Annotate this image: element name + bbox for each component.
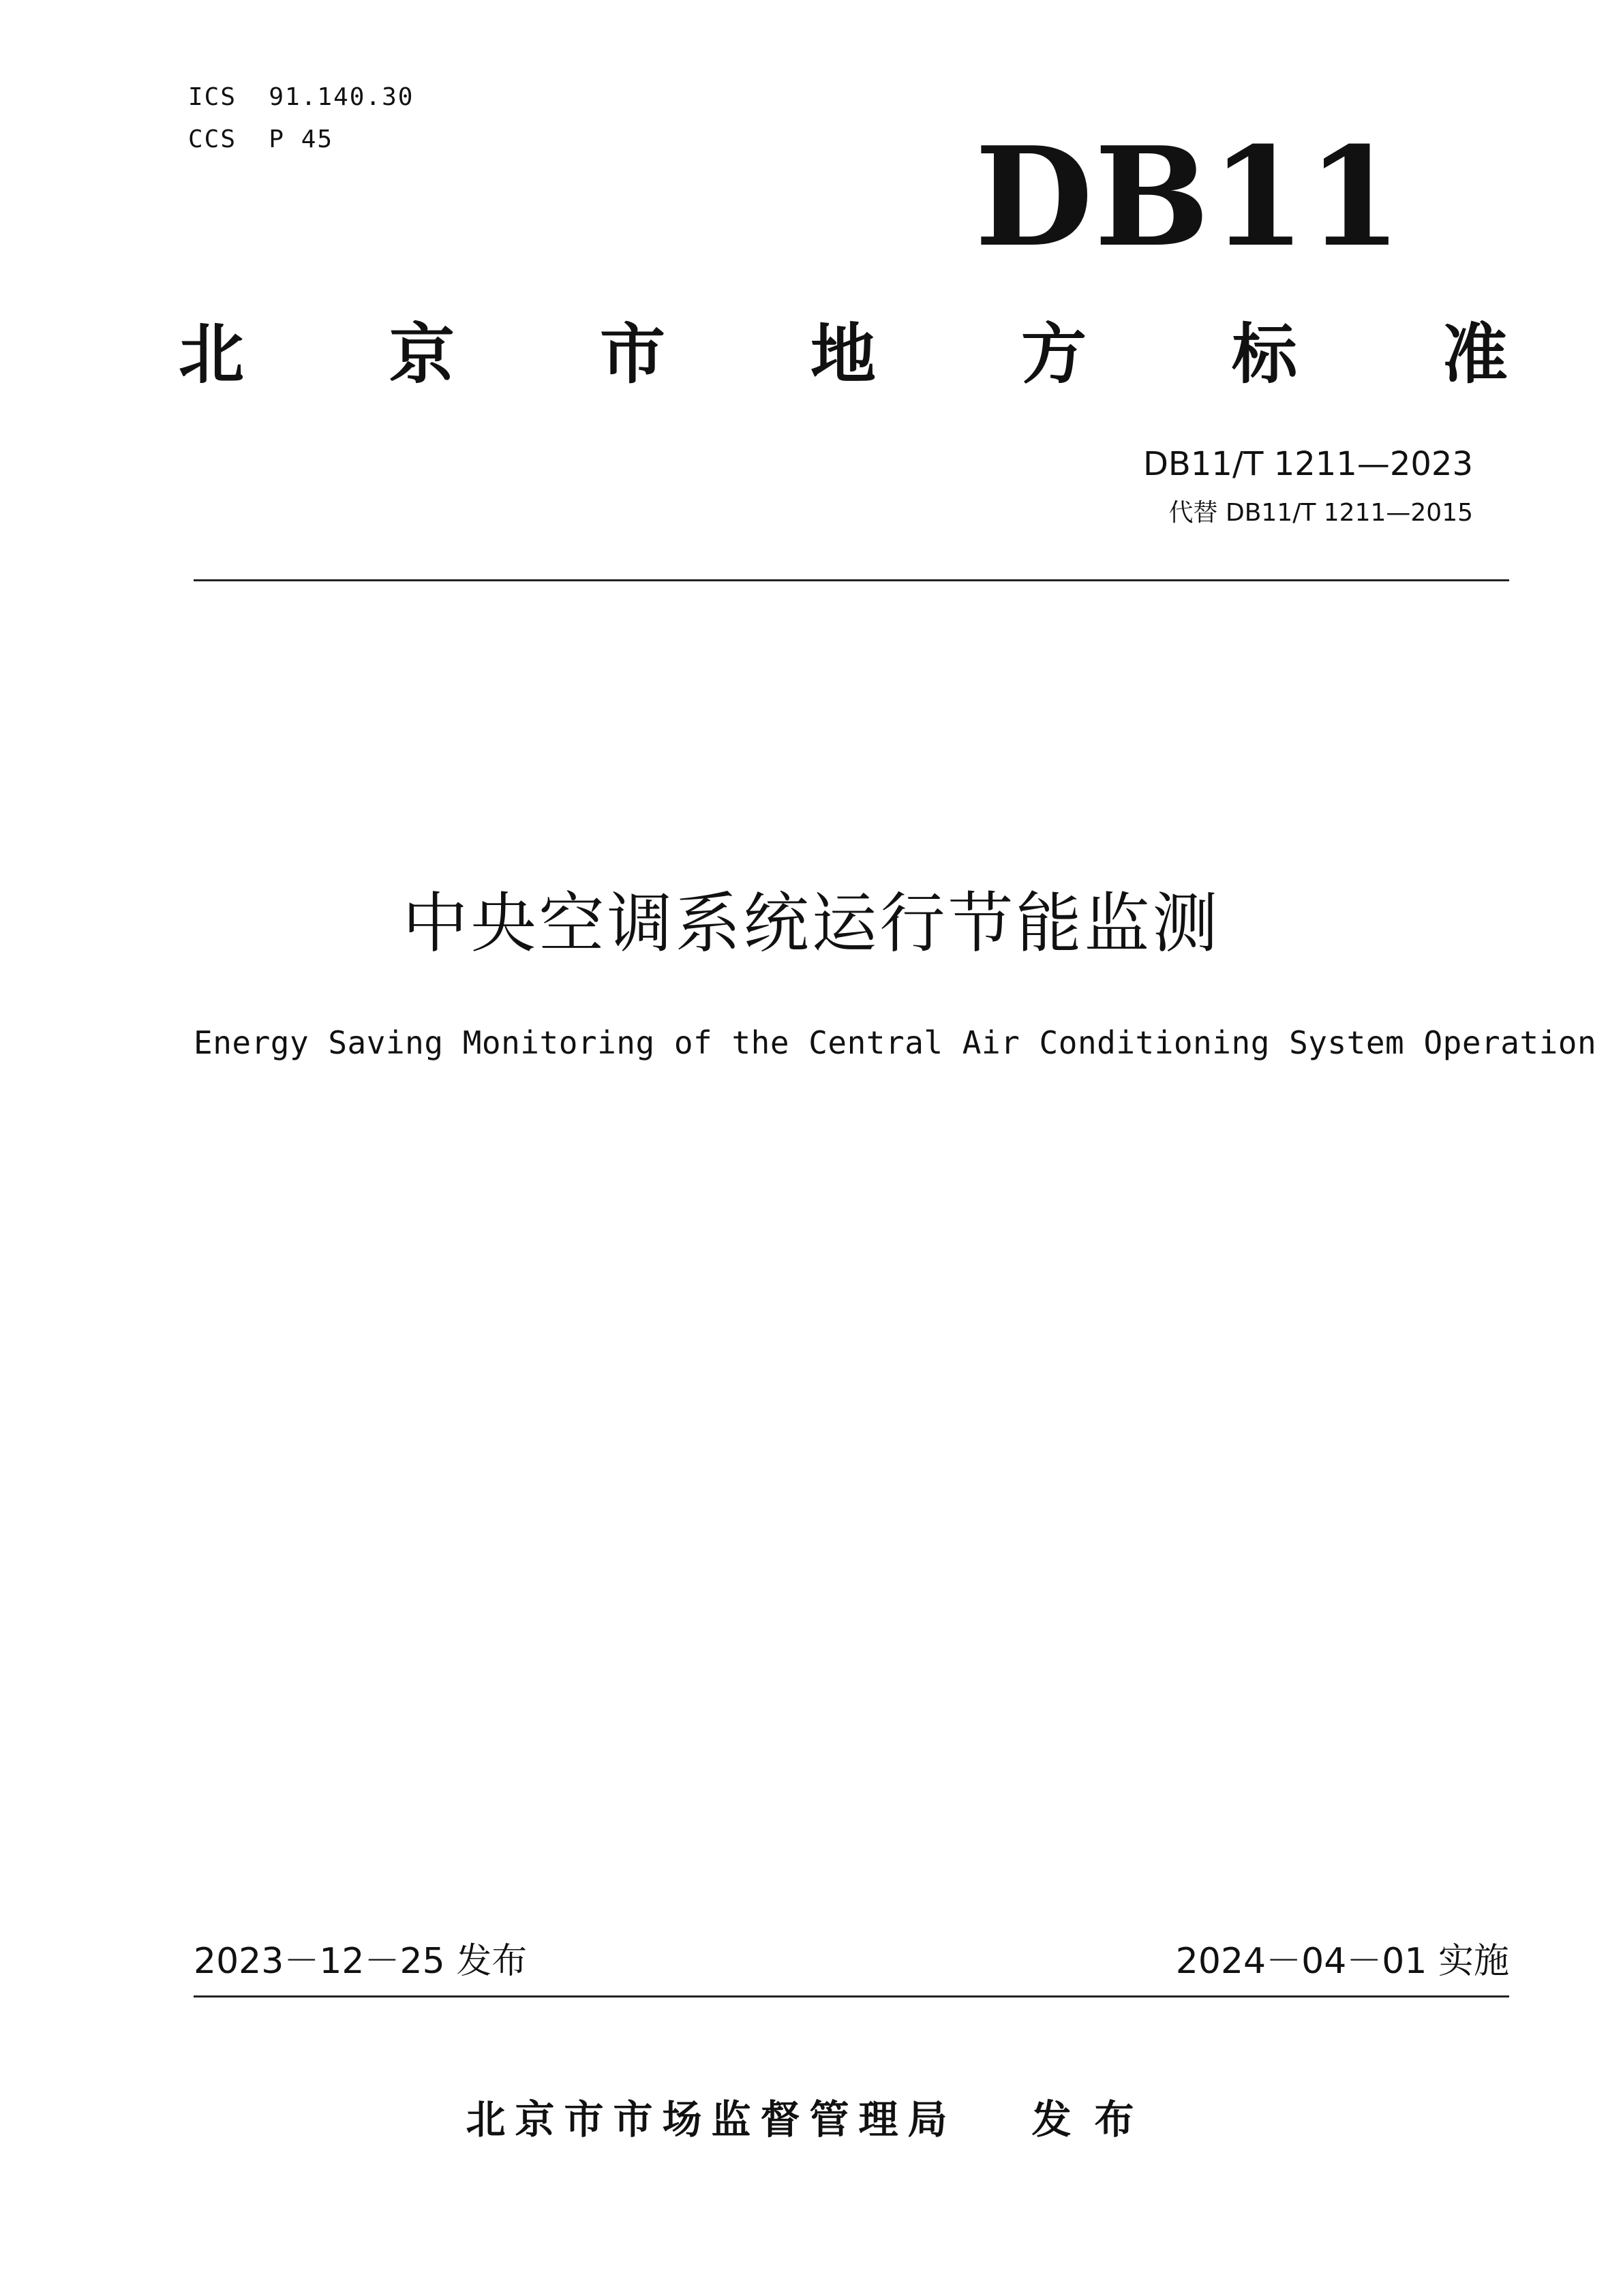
db11-logo: DB11 bbox=[975, 117, 1404, 277]
publisher-action: 发布 bbox=[1031, 2096, 1157, 2143]
standard-number: DB11/T 1211—2023 bbox=[1142, 445, 1473, 483]
document-title-english: Energy Saving Monitoring of the Central Air Conditioning System Operation bbox=[194, 1024, 1597, 1061]
standard-type-char: 方 bbox=[1021, 316, 1087, 393]
classification-codes bbox=[188, 76, 414, 161]
bottom-divider bbox=[194, 1995, 1509, 1997]
standard-type-char: 标 bbox=[1232, 316, 1297, 393]
replaced-standard: 代替 DB11/T 1211—2015 bbox=[1168, 499, 1473, 527]
publisher-line bbox=[0, 2092, 1623, 2147]
standard-type-heading bbox=[179, 310, 1508, 399]
ics-code: ICS 91.140.30 bbox=[188, 83, 414, 111]
standard-type-char: 地 bbox=[810, 316, 876, 393]
publisher-name: 北京市市场监督管理局 bbox=[466, 2096, 957, 2143]
standard-type-char: 准 bbox=[1442, 316, 1508, 393]
top-divider bbox=[194, 579, 1509, 581]
effective-date: 2024－04－01 实施 bbox=[1175, 1941, 1509, 1982]
issue-date: 2023－12－25 发布 bbox=[194, 1941, 528, 1982]
standard-type-char: 京 bbox=[389, 316, 455, 393]
standard-type-char: 北 bbox=[179, 316, 244, 393]
standard-type-char: 市 bbox=[600, 316, 665, 393]
ccs-code: CCS P 45 bbox=[188, 125, 334, 153]
document-title-chinese: 中央空调系统运行节能监测 bbox=[402, 885, 1221, 962]
